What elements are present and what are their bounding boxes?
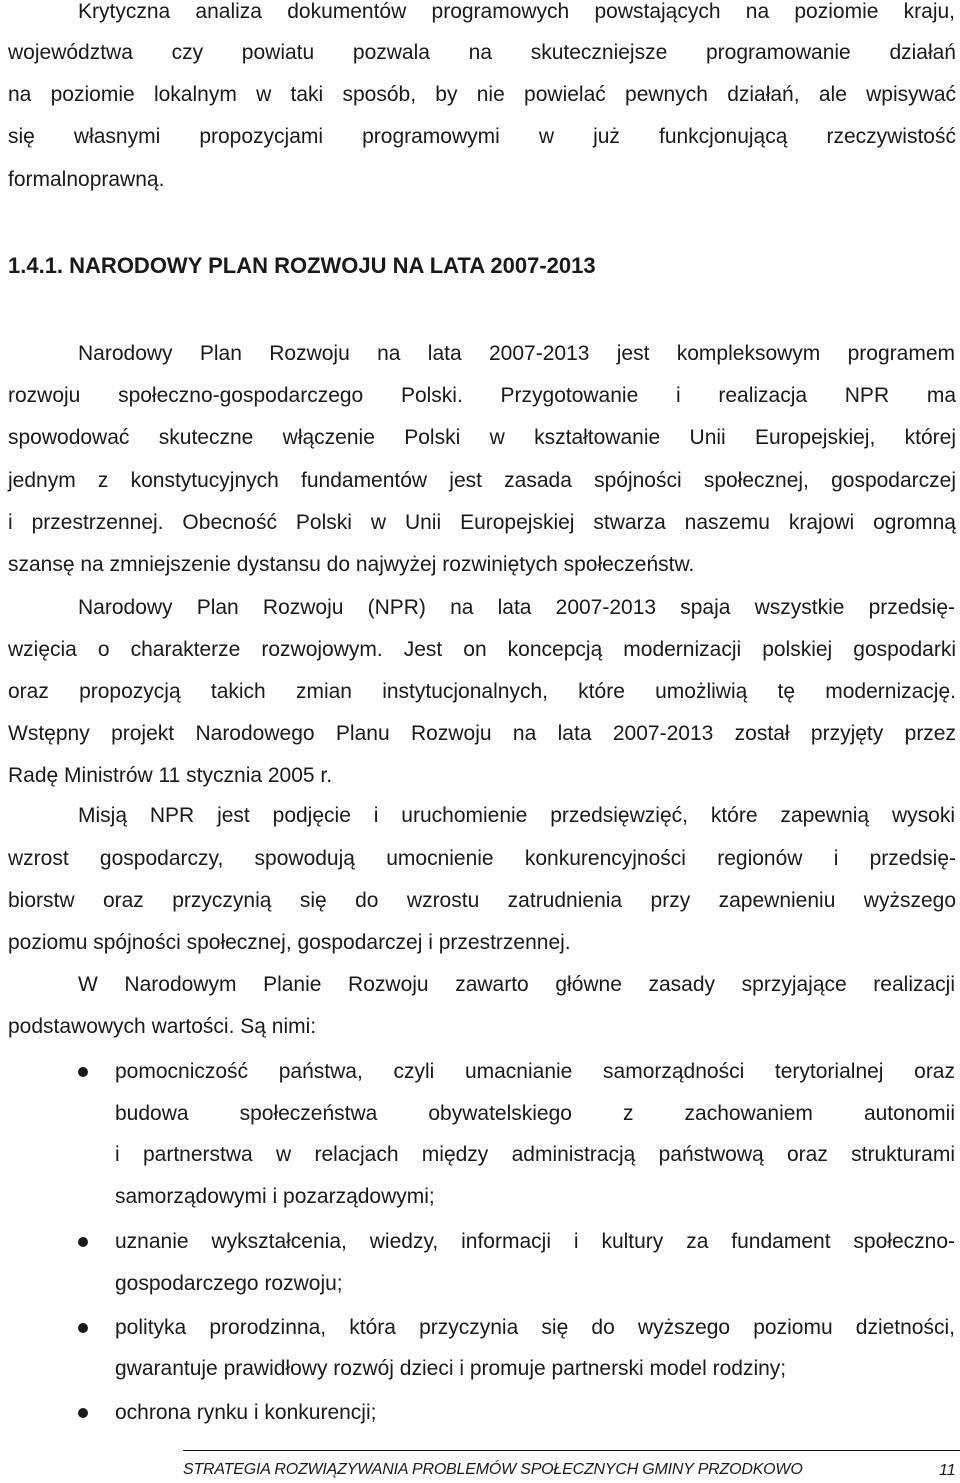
bullet-3-line-2: gwarantuje prawidłowy rozwój dzieci i promuje partnerski model rodziny; bbox=[115, 1357, 787, 1380]
intro-line-3: na poziomie lokalnym w taki sposób, by nie powielać pewnych działań, ale wpisywać bbox=[8, 83, 956, 106]
footer-title: STRATEGIA ROZWIĄZYWANIA PROBLEMÓW SPOŁECZNYCH GMINY PRZODKOWO bbox=[183, 1461, 803, 1478]
p2-line-1: Narodowy Plan Rozwoju (NPR) na lata 2007-2013 spaja wszystkie przedsię- bbox=[78, 596, 955, 619]
bullet-1-line-3: i partnerstwa w relacjach między administracją państwową oraz strukturami bbox=[115, 1143, 955, 1166]
intro-line-2: województwa czy powiatu pozwala na skuteczniejsze programowanie działań bbox=[8, 41, 956, 64]
p2-line-3: oraz propozycją takich zmian instytucjonalnych, które umożliwią tę modernizację. bbox=[8, 680, 956, 703]
p4-line-2: podstawowych wartości. Są nimi: bbox=[8, 1015, 317, 1038]
intro-line-4: się własnymi propozycjami programowymi w już funkcjonującą rzeczywistość bbox=[8, 125, 956, 148]
p1-line-2: rozwoju społeczno-gospodarczego Polski. Przygotowanie i realizacja NPR ma bbox=[8, 384, 956, 407]
p3-line-4: poziomu spójności społecznej, gospodarczej i przestrzennej. bbox=[8, 931, 571, 954]
bullet-marker bbox=[78, 1237, 88, 1247]
page-number: 11 bbox=[939, 1462, 956, 1479]
p1-line-5: i przestrzennej. Obecność Polski w Unii Europejskiej stwarza naszemu krajowi ogromną bbox=[8, 511, 956, 534]
bullet-marker bbox=[78, 1067, 88, 1077]
p3-line-1: Misją NPR jest podjęcie i uruchomienie przedsięwzięć, które zapewnią wysoki bbox=[78, 804, 955, 827]
p1-line-6: szansę na zmniejszenie dystansu do najwyżej rozwiniętych społeczeństw. bbox=[8, 553, 695, 576]
p2-line-2: wzięcia o charakterze rozwojowym. Jest on koncepcją modernizacji polskiej gospodarki bbox=[8, 638, 956, 661]
bullet-2-line-2: gospodarczego rozwoju; bbox=[115, 1272, 343, 1295]
p1-line-3: spowodować skuteczne włączenie Polski w kształtowanie Unii Europejskiej, której bbox=[8, 426, 956, 449]
p1-line-4: jednym z konstytucyjnych fundamentów jest zasada spójności społecznej, gospodarczej bbox=[8, 469, 956, 492]
bullet-2-line-1: uznanie wykształcenia, wiedzy, informacji i kultury za fundament społeczno- bbox=[115, 1230, 955, 1253]
bullet-3-line-1: polityka prorodzinna, która przyczynia się do wyższego poziomu dzietności, bbox=[115, 1316, 955, 1339]
intro-line-1: Krytyczna analiza dokumentów programowych powstających na poziomie kraju, bbox=[78, 0, 955, 23]
bullet-1-line-1: pomocniczość państwa, czyli umacnianie samorządności terytorialnej oraz bbox=[115, 1060, 955, 1083]
p3-line-3: biorstw oraz przyczynią się do wzrostu zatrudnienia przy zapewnieniu wyższego bbox=[8, 889, 956, 912]
bullet-1-line-2: budowa społeczeństwa obywatelskiego z zachowaniem autonomii bbox=[115, 1102, 955, 1125]
p3-line-2: wzrost gospodarczy, spowodują umocnienie konkurencyjności regionów i przedsię- bbox=[8, 847, 956, 870]
bullet-1-line-4: samorządowymi i pozarządowymi; bbox=[115, 1185, 435, 1208]
p2-line-5: Radę Ministrów 11 stycznia 2005 r. bbox=[8, 764, 333, 787]
section-heading: 1.4.1. NARODOWY PLAN ROZWOJU NA LATA 2007-2013 bbox=[8, 253, 596, 278]
intro-line-5: formalnoprawną. bbox=[8, 168, 165, 191]
p4-line-1: W Narodowym Planie Rozwoju zawarto główne zasady sprzyjające realizacji bbox=[78, 973, 955, 996]
p2-line-4: Wstępny projekt Narodowego Planu Rozwoju na lata 2007-2013 został przyjęty przez bbox=[8, 722, 956, 745]
bullet-4-line-1: ochrona rynku i konkurencji; bbox=[115, 1401, 377, 1424]
bullet-marker bbox=[78, 1408, 88, 1418]
footer-divider bbox=[183, 1450, 960, 1451]
bullet-marker bbox=[78, 1323, 88, 1333]
p1-line-1: Narodowy Plan Rozwoju na lata 2007-2013 jest kompleksowym programem bbox=[78, 342, 955, 365]
